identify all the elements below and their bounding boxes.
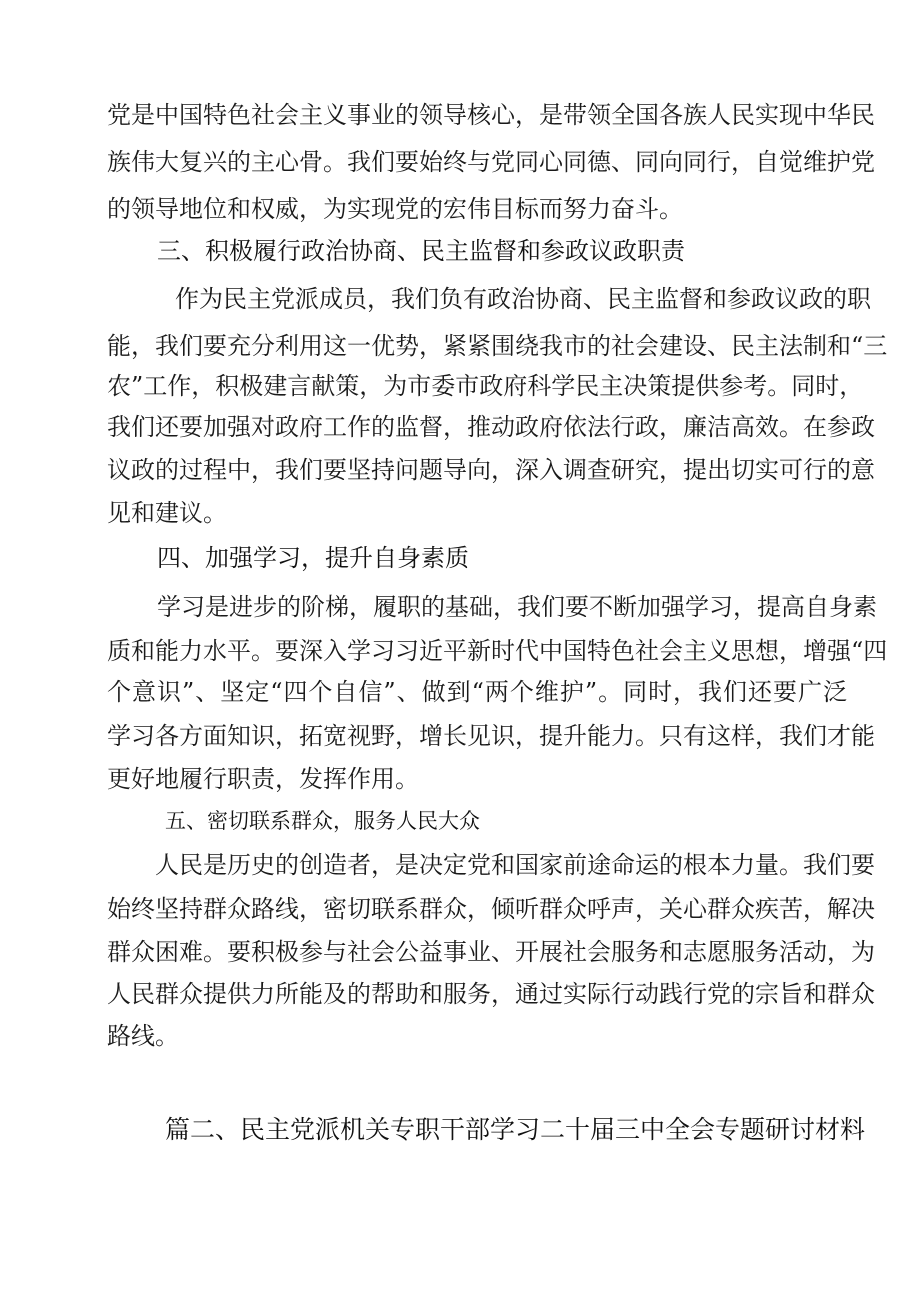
paragraph-line: 始终坚持群众路线，密切联系群众，倾听群众呼声，关心群众疾苦，解决: [107, 895, 875, 923]
paragraph-line: 学习各方面知识，拓宽视野，增长见识，提升能力。只有这样，我们才能: [107, 722, 875, 750]
paragraph-line: 我们还要加强对政府工作的监督，推动政府依法行政，廉洁高效。在参政: [107, 413, 875, 441]
paragraph-line: 路线。: [107, 1022, 179, 1050]
paragraph-line: 见和建议。: [107, 499, 227, 527]
next-article-title: 篇二、民主党派机关专职干部学习二十届三中全会专题研讨材料: [165, 1115, 866, 1144]
paragraph-line: 学习是进步的阶梯，履职的基础，我们要不断加强学习，提高自身素: [157, 593, 877, 621]
paragraph-line: 农”工作，积极建言献策，为市委市政府科学民主决策提供参考。同时，: [107, 372, 864, 400]
section-heading-5: 五、密切联系群众，服务人民大众: [165, 809, 480, 833]
paragraph-line: 族伟大复兴的主心骨。我们要始终与党同心同德、同向同行，自觉维护党: [107, 148, 875, 176]
section-heading-4: 四、加强学习，提升自身素质: [157, 544, 469, 572]
paragraph-line: 能，我们要充分利用这一优势，紧紧围绕我市的社会建设、民主法制和“三: [107, 332, 888, 360]
paragraph-line: 人民是历史的创造者，是决定党和国家前途命运的根本力量。我们要: [155, 851, 875, 879]
paragraph-line: 质和能力水平。要深入学习习近平新时代中国特色社会主义思想，增强“四: [107, 637, 888, 665]
paragraph-line: 群众困难。要积极参与社会公益事业、开展社会服务和志愿服务活动，为: [107, 938, 875, 966]
paragraph-line: 人民群众提供力所能及的帮助和服务，通过实际行动践行党的宗旨和群众: [107, 980, 875, 1008]
paragraph-line: 作为民主党派成员，我们负有政治协商、民主监督和参政议政的职: [175, 285, 871, 313]
section-heading-3: 三、积极履行政治协商、民主监督和参政议政职责: [157, 237, 685, 265]
paragraph-line: 个意识”、坚定“四个自信”、做到“两个维护”。同时，我们还要广泛: [107, 678, 847, 706]
paragraph-line: 的领导地位和权威，为实现党的宏伟目标而努力奋斗。: [107, 195, 683, 223]
paragraph-line: 党是中国特色社会主义事业的领导核心，是带领全国各族人民实现中华民: [107, 101, 875, 129]
paragraph-line: 议政的过程中，我们要坚持问题导向，深入调查研究，提出切实可行的意: [107, 456, 875, 484]
paragraph-line: 更好地履行职责，发挥作用。: [107, 765, 419, 793]
